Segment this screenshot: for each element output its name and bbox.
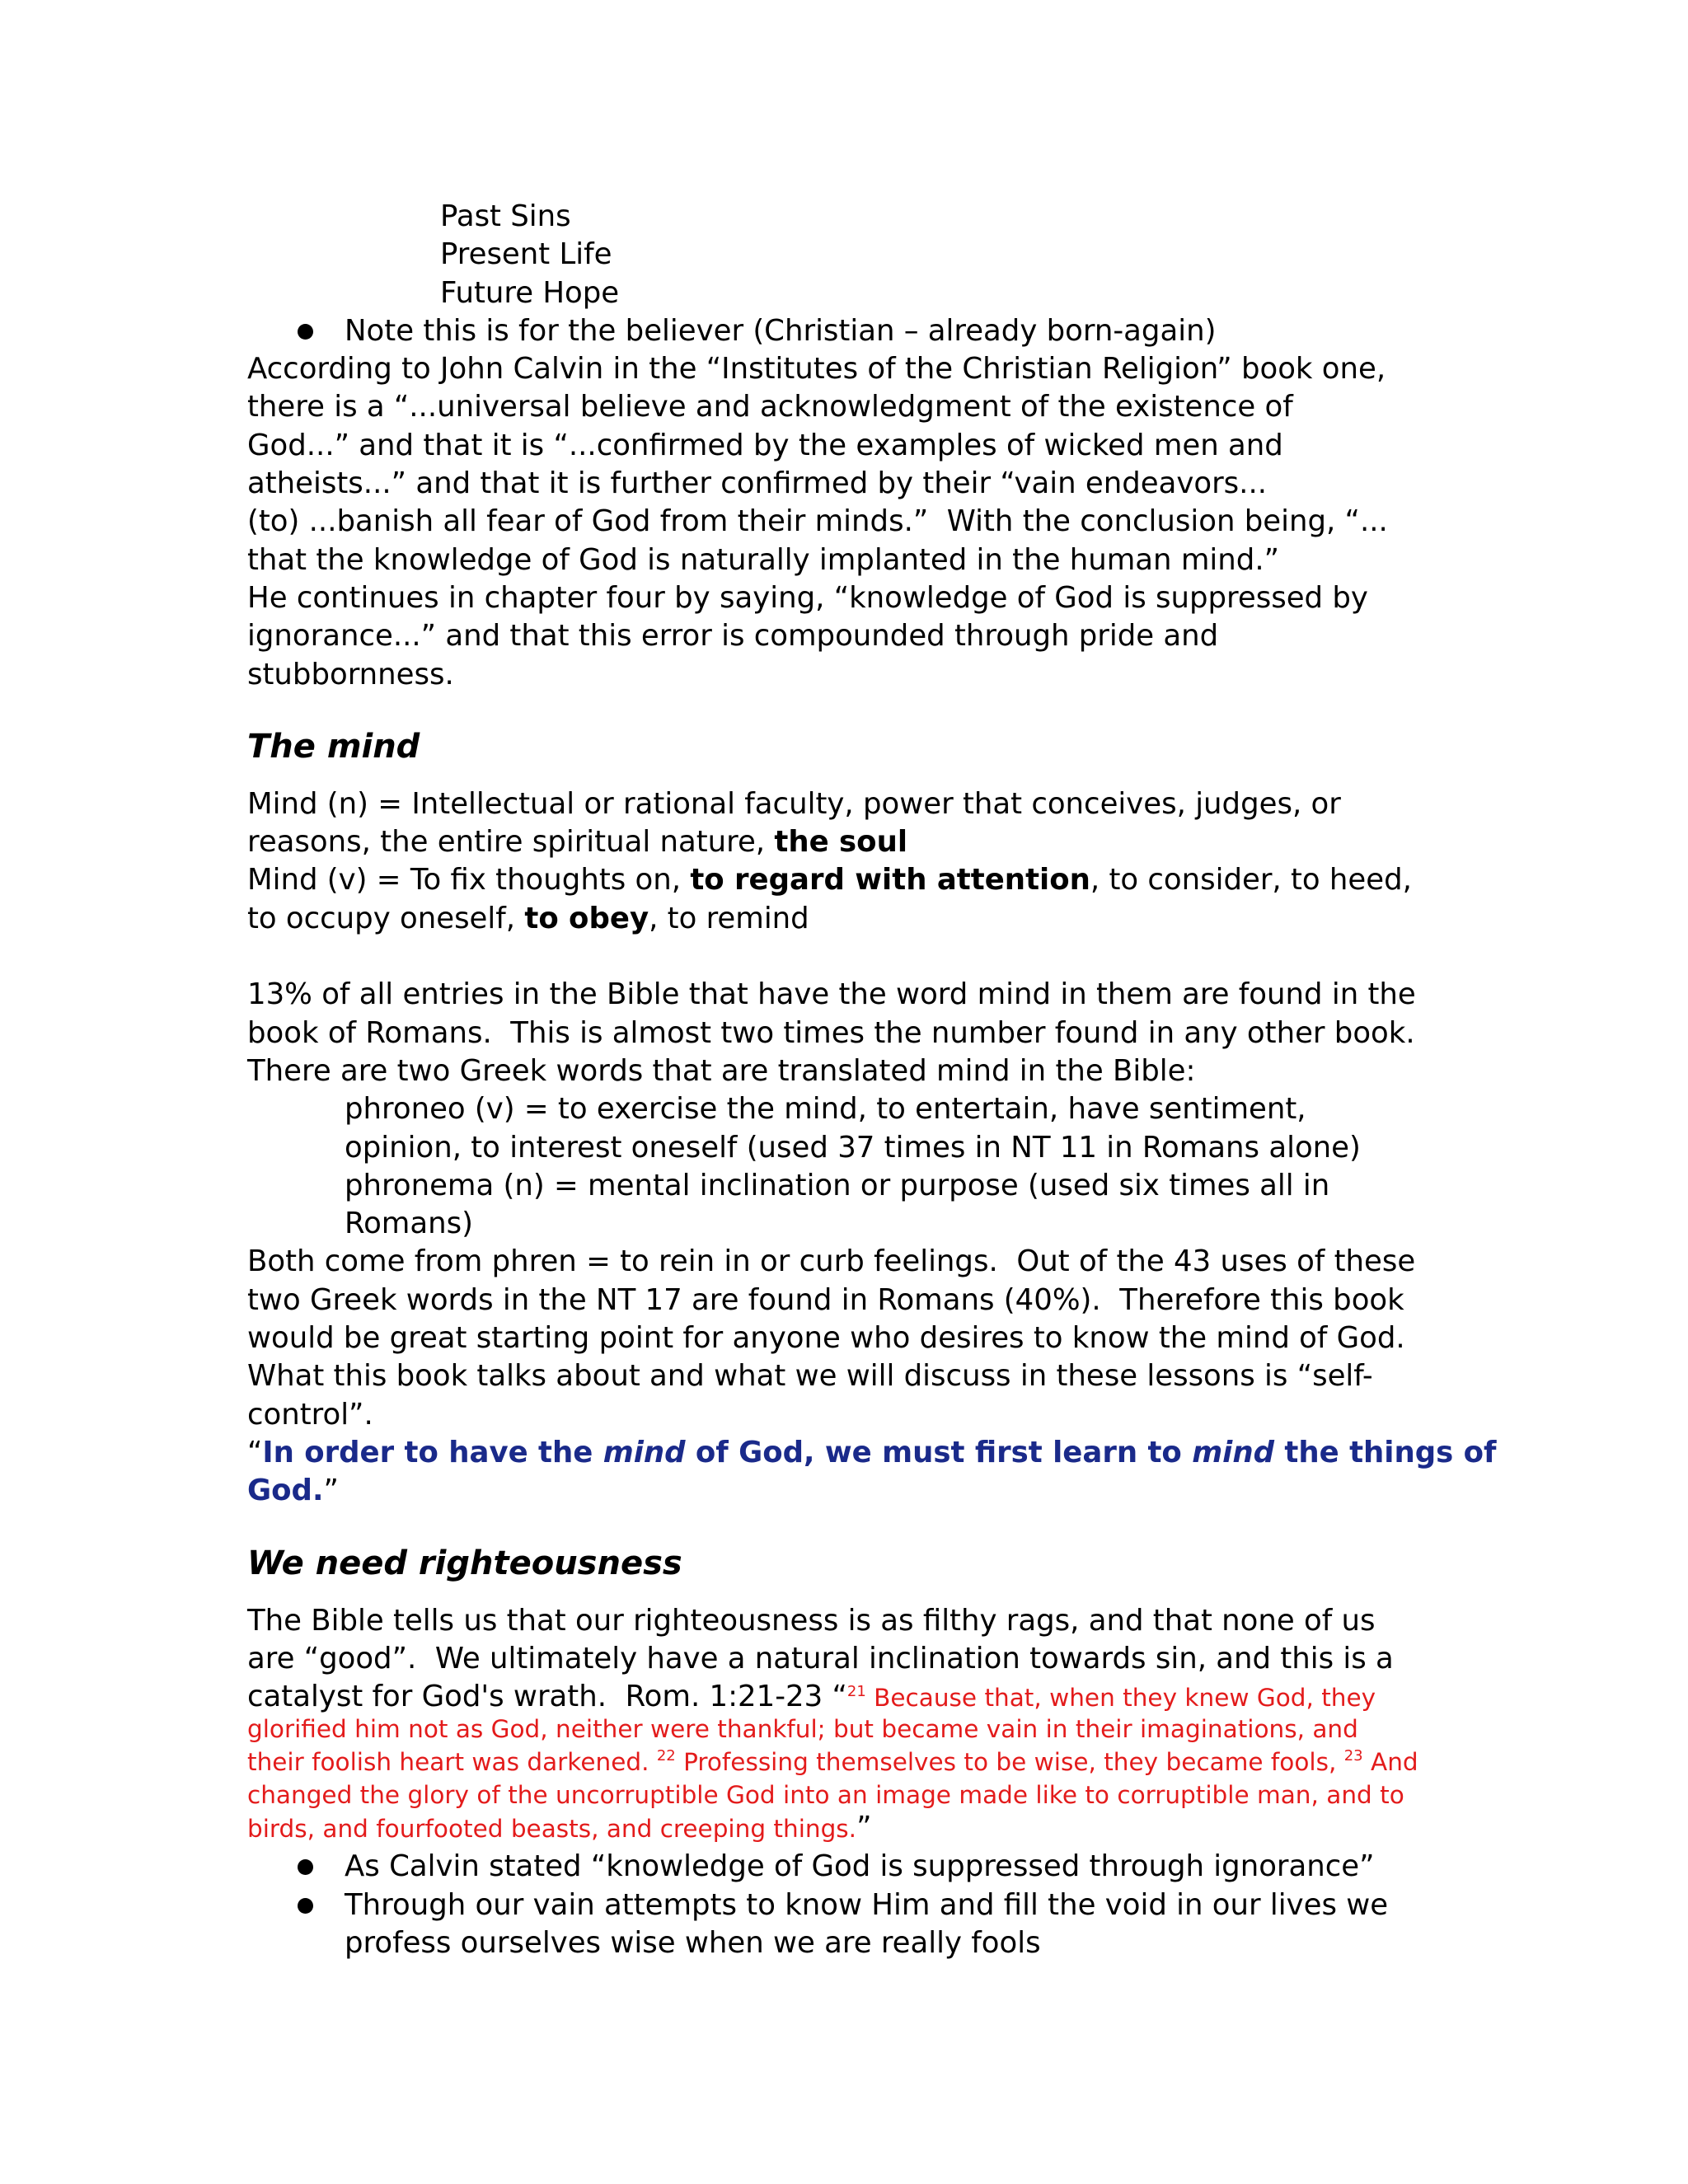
definition-emphasis: to regard with attention xyxy=(690,863,1090,898)
quote-close-mark: ” xyxy=(856,1811,872,1845)
quote-segment: God. xyxy=(247,1474,324,1508)
definition-emphasis: the soul xyxy=(774,825,908,860)
quote-segment: of God, we must first learn to xyxy=(685,1435,1193,1469)
quote-emphasis: mind xyxy=(603,1435,686,1469)
page-content xyxy=(247,198,1665,1962)
paragraph-line: two Greek words in the NT 17 are found in Romans (40%). Therefore this book xyxy=(247,1282,1404,1317)
paragraph-line: stubbornness. xyxy=(247,657,454,691)
calvin-paragraph xyxy=(247,350,1665,694)
paragraph-line: According to John Calvin in the “Institutes of the Christian Religion” book one, xyxy=(247,352,1386,387)
definition-verb-line xyxy=(247,900,1665,938)
highlight-quote xyxy=(247,1434,1665,1511)
definition-noun-line xyxy=(247,823,1665,861)
paragraph-line: would be great starting point for anyone who desires to know the mind of God. xyxy=(247,1321,1405,1356)
paragraph-line: that the knowledge of God is naturally implanted in the human mind.” xyxy=(247,542,1279,577)
paragraph-line: book of Romans. This is almost two times the number found in any other book. xyxy=(247,1015,1415,1050)
paragraph-line: are “good”. We ultimately have a natural inclination towards sin, and this is a xyxy=(247,1641,1394,1675)
paragraph-line: atheists...” and that it is further confirmed by their “vain endeavors... xyxy=(247,466,1268,501)
list-item-future-hope: Future Hope xyxy=(440,275,620,310)
bullet-icon xyxy=(298,1898,313,1914)
quote-emphasis: mind xyxy=(1192,1435,1275,1469)
bullet-icon xyxy=(298,1859,313,1875)
righteousness-paragraph xyxy=(247,1602,1665,1717)
quote-close-mark: ” xyxy=(323,1474,339,1508)
bullet-continuation: profess ourselves wise when we are really fools xyxy=(345,1925,1041,1960)
verse-line: glorified him not as God, neither were thankful; but became vain in their imaginations, and xyxy=(247,1715,1358,1744)
quote-line xyxy=(247,1472,1665,1510)
paragraph-line: there is a “...universal believe and acknowledgment of the existence of xyxy=(247,390,1293,424)
list-item-present-life: Present Life xyxy=(440,237,612,272)
paragraph-line: control”. xyxy=(247,1397,373,1432)
paragraph-line: ignorance...” and that this error is compounded through pride and xyxy=(247,619,1219,654)
definition-emphasis: to obey xyxy=(524,901,649,935)
paragraph-line: The Bible tells us that our righteousness is as filthy rags, and that none of us xyxy=(247,1603,1376,1638)
bullet-icon xyxy=(298,324,313,340)
quote-line xyxy=(247,1434,1665,1472)
scripture-quote xyxy=(247,1713,1665,1844)
verse-text: birds, and fourfooted beasts, and creeping things. xyxy=(247,1815,857,1844)
definition-text: reasons, the entire spiritual nature, xyxy=(247,825,775,860)
verse-text: And xyxy=(1362,1748,1418,1777)
heading-the-mind: The mind xyxy=(247,727,420,766)
definition-text: to occupy oneself, xyxy=(247,901,525,935)
scripture-reference: catalyst for God's wrath. Rom. 1:21-23 “ xyxy=(247,1680,847,1714)
list-item-past-sins: Past Sins xyxy=(440,199,571,233)
quote-segment: In order to have the xyxy=(262,1435,603,1469)
verse-number-23: 23 xyxy=(1343,1747,1363,1765)
bullet-list xyxy=(247,1848,1665,1962)
verse-number-21: 21 xyxy=(846,1683,866,1701)
paragraph-line: 13% of all entries in the Bible that have the word mind in them are found in the xyxy=(247,977,1416,1012)
heading-we-need-righteousness: We need righteousness xyxy=(247,1544,682,1582)
verse-line xyxy=(247,1811,1665,1844)
paragraph-line xyxy=(247,1678,1665,1716)
verse-text: Professing themselves to be wise, they became fools, xyxy=(675,1748,1344,1777)
paragraph-line: He continues in chapter four by saying, “knowledge of God is suppressed by xyxy=(247,580,1368,615)
blank-line xyxy=(247,938,1665,976)
verse-line xyxy=(247,1746,1665,1779)
bullet-item xyxy=(247,1848,1665,1886)
paragraph-line: There are two Greek words that are translated mind in the Bible: xyxy=(247,1053,1196,1088)
definition-text: , to consider, to heed, xyxy=(1090,863,1412,898)
paragraph-line: Both come from phren = to rein in or curb feelings. Out of the 43 uses of these xyxy=(247,1244,1416,1279)
greek-word-line: opinion, to interest oneself (used 37 times in NT 11 in Romans alone) xyxy=(345,1130,1361,1165)
mind-definitions xyxy=(247,785,1665,938)
definition-noun-line: Mind (n) = Intellectual or rational faculty, power that conceives, judges, or xyxy=(247,786,1341,821)
paragraph-line: (to) ...banish all fear of God from their minds.” With the conclusion being, “... xyxy=(247,504,1388,539)
bullet-text: Through our vain attempts to know Him and fill the void in our lives we xyxy=(345,1887,1389,1922)
bullet-text: Note this is for the believer (Christian – already born-again) xyxy=(345,313,1217,348)
bullet-text: As Calvin stated “knowledge of God is suppressed through ignorance” xyxy=(345,1849,1375,1884)
paragraph-line: God...” and that it is “...confirmed by the examples of wicked men and xyxy=(247,428,1283,462)
quote-open-mark: “ xyxy=(247,1435,263,1469)
romans-paragraph xyxy=(247,976,1665,1434)
paragraph-line: What this book talks about and what we will discuss in these lessons is “self- xyxy=(247,1359,1373,1394)
verse-line: changed the glory of the uncorruptible God into an image made like to corruptible man, and to xyxy=(247,1781,1404,1810)
quote-text xyxy=(262,1436,1496,1469)
quote-segment: the things of xyxy=(1274,1435,1497,1469)
bullet-item-note xyxy=(247,312,1665,350)
greek-word-line: Romans) xyxy=(345,1207,473,1241)
bullet-item xyxy=(247,1886,1665,1924)
definition-text: , to remind xyxy=(649,901,809,935)
definition-text: Mind (v) = To fix thoughts on, xyxy=(247,863,691,898)
verse-text: Because that, when they knew God, they xyxy=(865,1684,1376,1713)
verse-number-22: 22 xyxy=(656,1747,676,1765)
greek-word-line: phroneo (v) = to exercise the mind, to entertain, have sentiment, xyxy=(345,1092,1306,1127)
definition-verb-line xyxy=(247,861,1665,899)
verse-text: their foolish heart was darkened. xyxy=(247,1748,657,1777)
greek-word-line: phronema (n) = mental inclination or purpose (used six times all in xyxy=(345,1168,1330,1202)
